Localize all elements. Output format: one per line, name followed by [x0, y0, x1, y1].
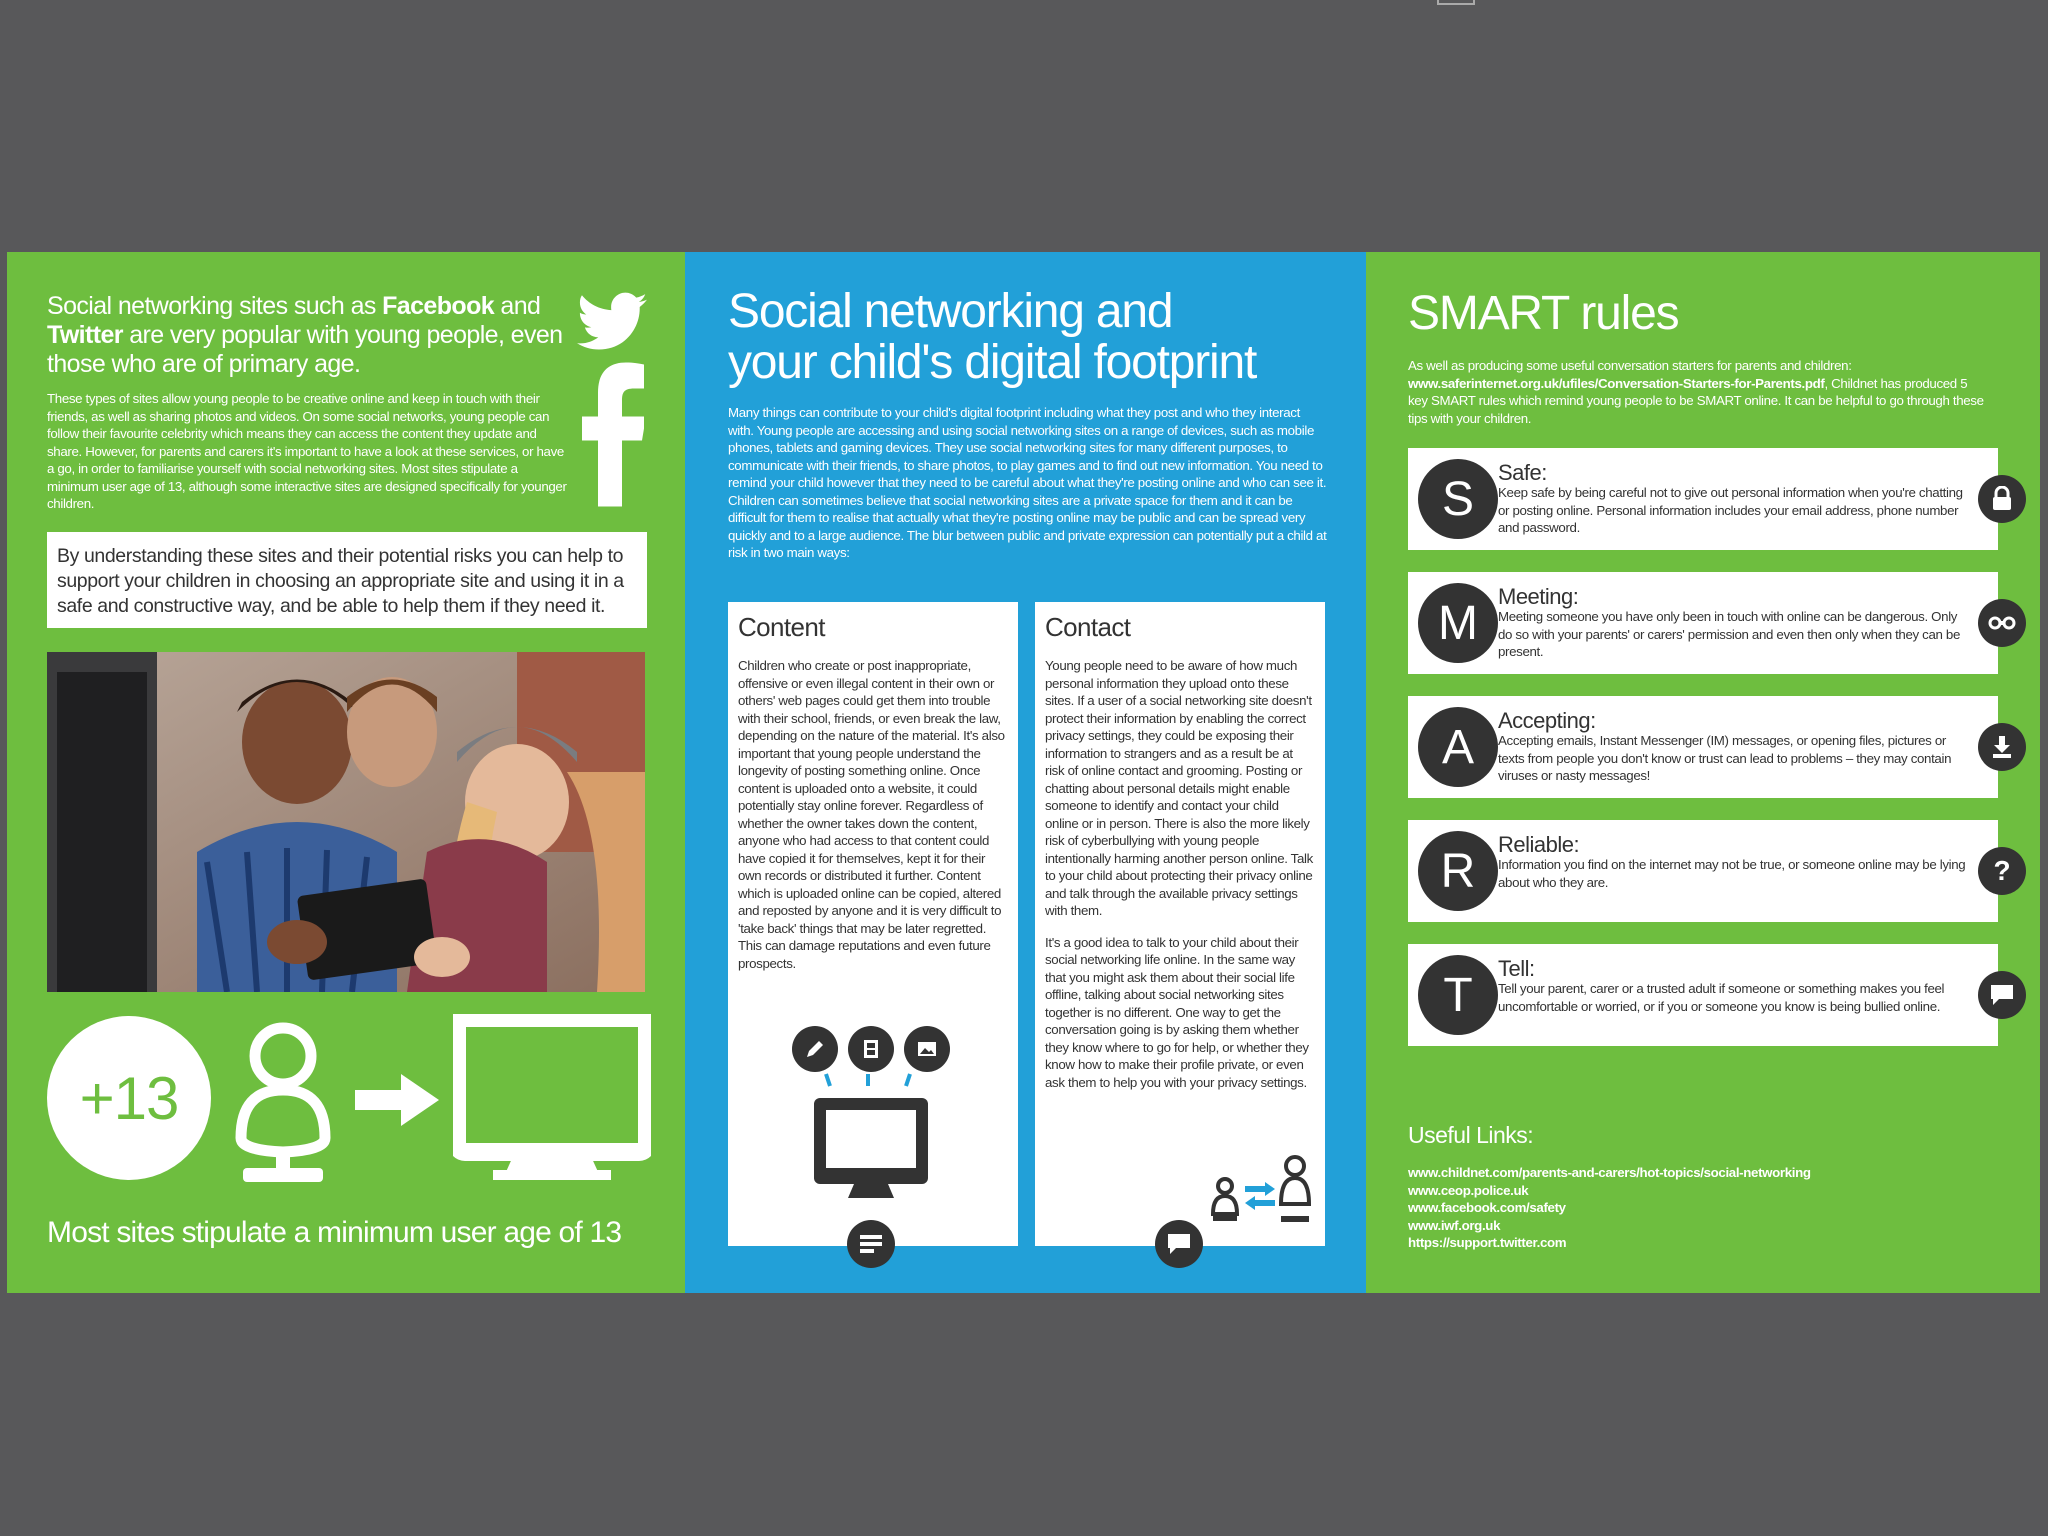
download-icon — [1978, 723, 2026, 771]
handshake-icon — [1978, 599, 2026, 647]
link-twitter-support[interactable]: https://support.twitter.com — [1408, 1235, 1567, 1250]
facebook-f-icon — [582, 362, 644, 507]
smart-rule-title: Tell: — [1498, 956, 1535, 981]
smart-rule-text: Keep safe by being careful not to give out personal information when you're chatting or posting online. Personal information includes your email address, phone number and password. — [1498, 485, 1963, 535]
smart-letter: S — [1418, 459, 1498, 539]
contact-paragraph-1: Young people need to be aware of how much personal information they upload onto these sites. If a user of a social networking site doesn't protect their information by enabling the correct privacy settings, they could be exposing their information to strangers and as a result be at risk of online contact and grooming. Posting or chatting about personal details might enable someone to identify and contact your child online or in person. There is also the more likely risk of cyberbullying with young people intentionally harming another person online. Talk to your child about protecting their privacy online and talk through the available privacy settings with them. — [1045, 658, 1313, 918]
smart-rule-reliable — [1408, 820, 2011, 922]
intro-text-1: Social networking sites such as — [47, 292, 383, 320]
useful-links-list — [1408, 1164, 1811, 1252]
middle-body-text: Many things can contribute to your child's digital footprint including what they post and who they interact with. Young people are accessing and using social networking sites on a range of devices, such as mobile phones, tablets and gaming devices. They use social networking sites for many different purposes, to communicate with their friends, to share photos, to play games and to find out new information. You need to remind your child however that they need to be careful about what they're posting online and who can see it. Children can sometimes believe that social networking sites are a private space for them and it can be difficult for them to realise that actually what they're posting online may be public and can be spread very quickly and to a large audience. The blur between public and private expression can potentially put a child at risk in two main ways: — [728, 405, 1327, 560]
content-card-title: Content — [738, 612, 825, 642]
link-facebook-safety[interactable]: www.facebook.com/safety — [1408, 1200, 1566, 1215]
question-icon: ? — [1978, 847, 2026, 895]
smart-intro-text-2: , Childnet has produced 5 key SMART rules which remind young people to be SMART online. It can be helpful to go through these tips with your children. — [1408, 375, 1984, 426]
person-icon — [229, 1018, 337, 1188]
monitor-icon — [453, 1014, 651, 1186]
smart-letter: A — [1418, 707, 1498, 787]
twitter-bird-icon — [577, 292, 647, 354]
document-icon — [847, 1220, 895, 1268]
smart-rule-text: Information you find on the internet may not be true, or someone online may be lying about who they are. — [1498, 857, 1966, 890]
middle-title-line2: your child's digital footprint — [728, 336, 1257, 389]
link-childnet[interactable]: www.childnet.com/parents-and-carers/hot-topics/social-networking — [1408, 1165, 1811, 1180]
smart-rule-title: Meeting: — [1498, 584, 1579, 609]
arrow-right-icon — [355, 1074, 439, 1126]
smart-rule-text: Accepting emails, Instant Messenger (IM) messages, or opening files, pictures or texts from people you don't know or trust can lead to problems – they may contain viruses or nasty messages! — [1498, 733, 1952, 783]
intro-facebook: Facebook — [382, 292, 495, 320]
middle-title — [728, 286, 1348, 388]
chat-bubble-icon — [1155, 1220, 1203, 1268]
lock-icon — [1978, 475, 2026, 523]
image-icon — [904, 1026, 950, 1072]
middle-title-line1: Social networking and — [728, 285, 1173, 338]
smart-letter: T — [1418, 955, 1498, 1035]
middle-panel — [685, 252, 1366, 1293]
upload-dashes — [810, 1072, 930, 1092]
teens-photo — [47, 652, 645, 992]
smart-intro-link[interactable]: www.saferinternet.org.uk/ufiles/Conversation-Starters-for-Parents.pdf — [1408, 375, 1825, 391]
contact-card-text — [1045, 657, 1315, 1091]
film-icon — [848, 1026, 894, 1072]
contact-card — [1035, 602, 1325, 1246]
smart-rule-title: Reliable: — [1498, 832, 1580, 857]
chat-bubble-icon — [1978, 971, 2026, 1019]
left-intro — [47, 292, 567, 379]
smart-intro — [1408, 357, 1988, 427]
content-card — [728, 602, 1018, 1246]
people-exchange-icon — [1205, 1152, 1317, 1226]
left-boxed-text: By understanding these sites and their potential risks you can help to support your children in choosing an appropriate site and using it in a safe and constructive way, and be able to help them if they need it. — [47, 532, 647, 628]
intro-text-3: are very popular with young people, even those who are of primary age. — [47, 321, 563, 378]
smart-letter: M — [1418, 583, 1498, 663]
contact-paragraph-2: It's a good idea to talk to your child about their social networking life online. In the same way that you might ask them about their social life offline, talking about social networking sites together is no different. One way to get the conversation going is by asking them whether they know where to go for help, or whether they know how to make their profile private, or even ask them to help you with your privacy settings. — [1045, 934, 1309, 1090]
useful-links-title: Useful Links: — [1408, 1122, 1534, 1148]
top-bookmark-mark — [1437, 0, 1475, 5]
smart-letter: R — [1418, 831, 1498, 911]
smart-rule-text: Meeting someone you have only been in touch with online can be dangerous. Only do so with your parents' or carers' permission and even then only when they can be present. — [1498, 609, 1960, 659]
smart-rule-tell — [1408, 944, 1998, 1046]
link-iwf[interactable]: www.iwf.org.uk — [1408, 1217, 1501, 1233]
smart-rule-accepting — [1408, 696, 1998, 798]
smart-title: SMART rules — [1408, 287, 1679, 340]
smart-rule-safe — [1408, 448, 1998, 550]
smart-rule-meeting — [1408, 572, 1998, 674]
edit-icon — [792, 1026, 838, 1072]
left-body-text: These types of sites allow young people to be creative online and keep in touch with their friends, as well as sharing photos and videos. On some social networks, young people can follow their favourite celebrity which means they can access the content they update and share. However, for parents and carers it's important to have a look at these services, or have a go, in order to familiarise yourself with social networking sites. Most sites stipulate a minimum user age of 13, although some interactive sites are designed specifically for younger children. — [47, 391, 567, 511]
monitor-icon — [812, 1096, 930, 1208]
intro-text-2: and — [494, 292, 541, 320]
age-caption: Most sites stipulate a minimum user age of 13 — [47, 1216, 622, 1249]
contact-card-title: Contact — [1045, 612, 1131, 642]
right-panel — [1366, 252, 2040, 1293]
age-badge: +13 — [47, 1016, 211, 1180]
intro-twitter: Twitter — [47, 321, 123, 349]
content-card-text: Children who create or post inappropriate, offensive or even illegal content in their own or others' web pages could get them into trouble with their school, friends, or even break the law, depending on the nature of the material. It's also important that young people understand the longevity of posting something online. Once content is uploaded onto a website, it could potentially stay online forever. Regardless of whether the owner takes down the content, anyone who had access to that content could have copied it for themselves, kept it for their own records or distributed it further. Content which is uploaded online can be copied, altered and reposted by anyone and it is very difficult to 'take back' things that may be later regretted. This can damage reputations and even future prospects. — [738, 658, 1005, 971]
smart-rule-title: Safe: — [1498, 460, 1547, 485]
smart-intro-text-1: As well as producing some useful conversation starters for parents and children: — [1408, 358, 1852, 373]
link-ceop[interactable]: www.ceop.police.uk — [1408, 1182, 1529, 1198]
smart-rule-text: Tell your parent, carer or a trusted adult if someone or something makes you feel uncomfortable or worried, or if you or someone you know is being bullied online. — [1498, 981, 1945, 1014]
left-panel — [7, 252, 685, 1293]
smart-rule-title: Accepting: — [1498, 708, 1596, 733]
